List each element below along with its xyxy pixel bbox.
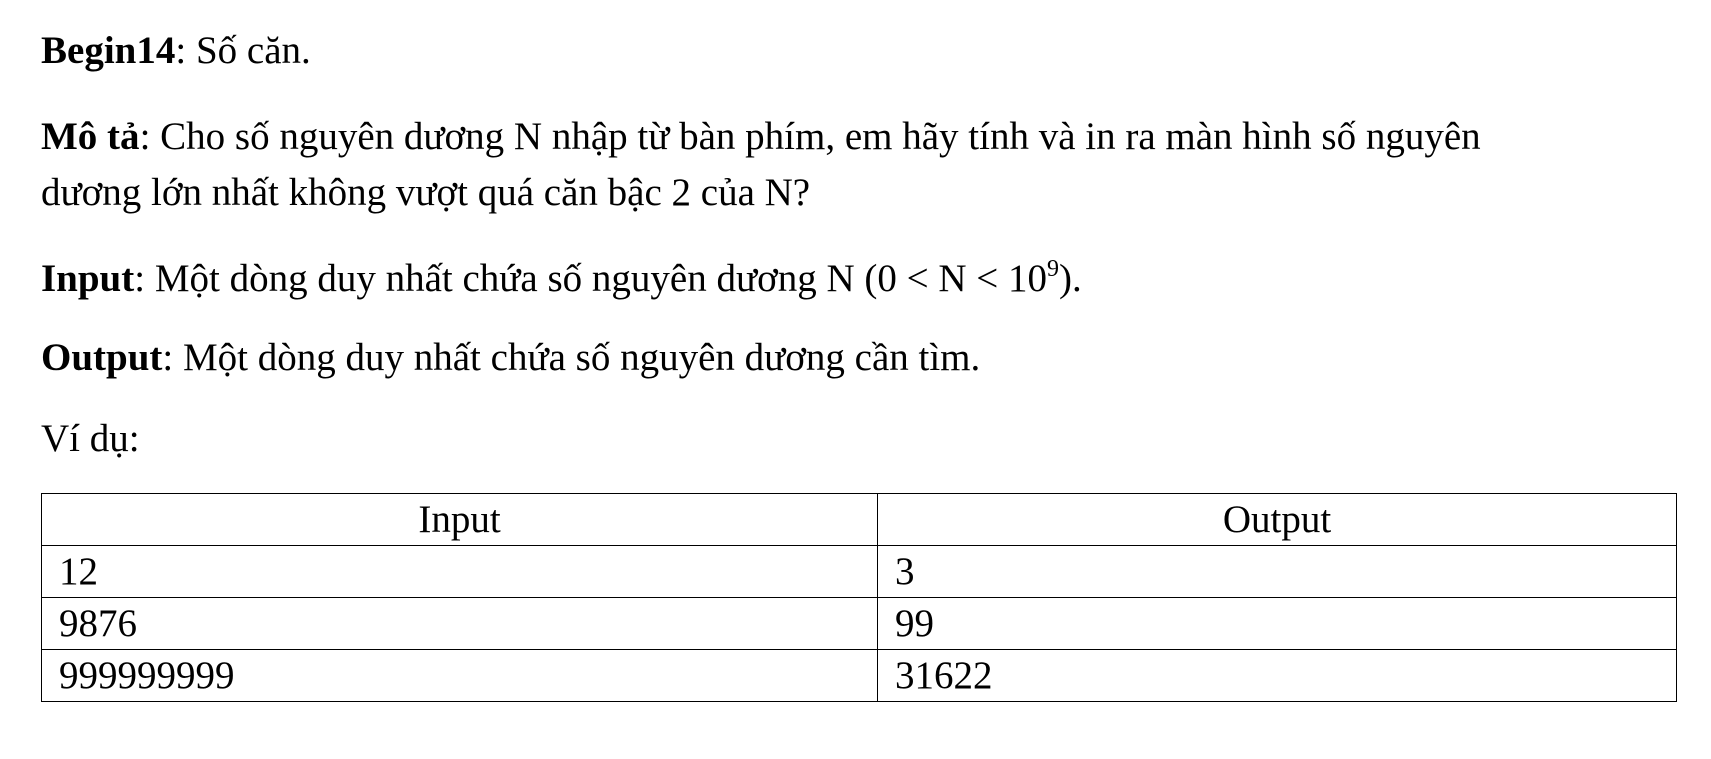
table-row: [42, 546, 1677, 598]
table-header-row: [42, 494, 1677, 546]
problem-description: [41, 109, 1481, 165]
input-spec: [41, 251, 1082, 307]
description-text: : Cho số nguyên dương N nhập từ bàn phím, em hãy tính và in ra màn hình số nguyên: [139, 115, 1481, 158]
input-text-end: ).: [1059, 257, 1082, 300]
input-text: : Một dòng duy nhất chứa số nguyên dương N (0 < N < 10: [134, 257, 1048, 300]
input-exponent: 9: [1047, 256, 1060, 282]
table-row: [42, 650, 1677, 702]
problem-title-text: : Số căn.: [175, 29, 311, 72]
example-output-cell: 31622: [878, 650, 1677, 702]
description-text-continued: dương lớn nhất không vượt quá căn bậc 2 của N?: [41, 171, 811, 214]
example-output-cell: 99: [878, 598, 1677, 650]
table-row: [42, 598, 1677, 650]
example-input-cell: 9876: [42, 598, 878, 650]
description-label: Mô tả: [41, 115, 140, 158]
problem-title-label: Begin14: [41, 29, 176, 72]
output-label: Output: [41, 336, 163, 379]
examples-table: [41, 493, 1677, 702]
output-spec: [41, 330, 980, 386]
example-input-cell: 999999999: [42, 650, 878, 702]
output-text: : Một dòng duy nhất chứa số nguyên dương cần tìm.: [162, 336, 981, 379]
column-header-output: Output: [878, 494, 1677, 546]
example-heading: Ví dụ:: [41, 417, 140, 460]
example-input-cell: 12: [42, 546, 878, 598]
input-label: Input: [41, 257, 135, 300]
column-header-input: Input: [42, 494, 878, 546]
problem-description-continued: [41, 165, 810, 221]
example-output-cell: 3: [878, 546, 1677, 598]
problem-title: [41, 23, 311, 79]
